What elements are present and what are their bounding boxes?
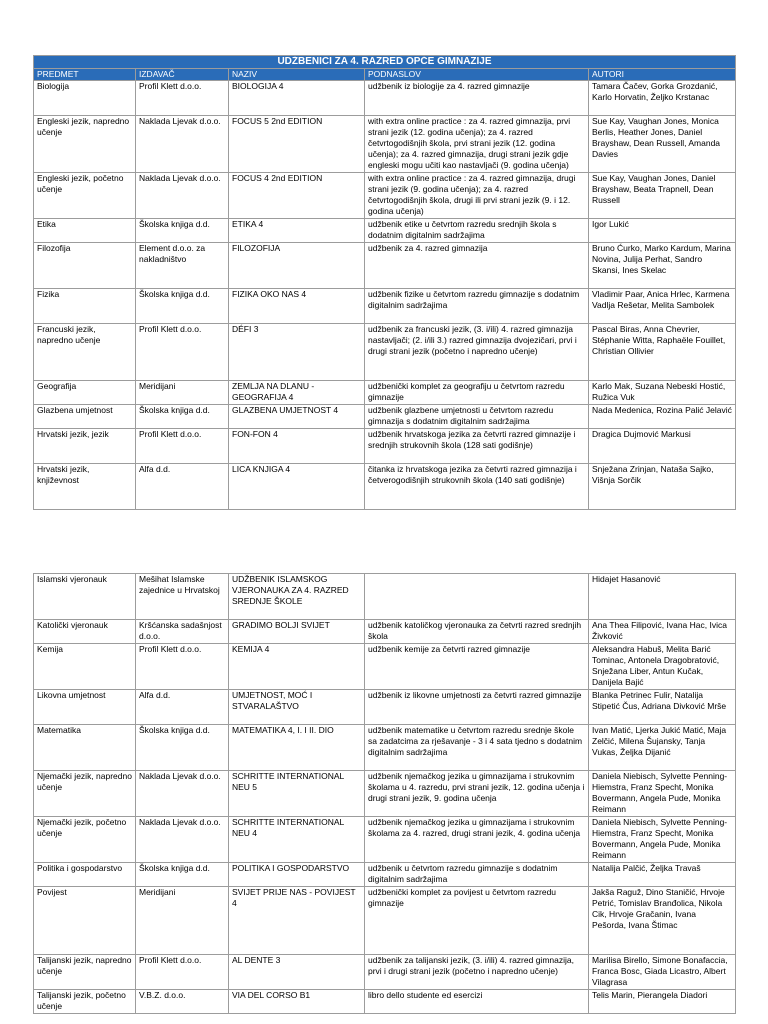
cell-naziv: POLITIKA I GOSPODARSTVO [229, 863, 365, 887]
header-naziv: NAZIV [229, 69, 365, 81]
cell-podnaslov: udžbenik katoličkog vjeronauka za četvrti razred srednjih škola [365, 620, 589, 644]
cell-podnaslov: udžbenik matematike u četvrtom razredu srednje škole sa zadatcima za rješavanje - 3 i 4 sata tjedno s dodatnim digitalnim sadržajima [365, 725, 589, 771]
table-body-1 [34, 81, 736, 510]
table-row [34, 817, 736, 863]
cell-predmet: Njemački jezik, početno učenje [34, 817, 136, 863]
table-row [34, 243, 736, 289]
cell-autori: Marilisa Birello, Simone Bonafaccia, Franca Bosc, Giada Licastro, Albert Vilagrasa [589, 955, 736, 990]
cell-naziv: ETIKA 4 [229, 219, 365, 243]
cell-predmet: Likovna umjetnost [34, 690, 136, 725]
cell-autori: Pascal Biras, Anna Chevrier, Stéphanie Witta, Raphaële Fouillet, Christian Ollivier [589, 324, 736, 381]
table-row [34, 644, 736, 690]
cell-naziv: UDŽBENIK ISLAMSKOG VJERONAUKA ZA 4. RAZRED SREDNJE ŠKOLE [229, 574, 365, 620]
cell-naziv: SCHRITTE INTERNATIONAL NEU 4 [229, 817, 365, 863]
table-row [34, 887, 736, 955]
header-autori: AUTORI [589, 69, 736, 81]
cell-predmet: Biologija [34, 81, 136, 116]
cell-podnaslov: udžbenik hrvatskoga jezika za četvrti razred gimnazije i srednjih strukovnih škola (128 sati godišnje) [365, 429, 589, 464]
cell-naziv: ZEMLJA NA DLANU - GEOGRAFIJA 4 [229, 381, 365, 405]
table-row [34, 289, 736, 324]
table-row [34, 690, 736, 725]
table-row [34, 863, 736, 887]
cell-predmet: Katolički vjeronauk [34, 620, 136, 644]
cell-naziv: DÉFI 3 [229, 324, 365, 381]
table-row [34, 381, 736, 405]
cell-predmet: Francuski jezik, napredno učenje [34, 324, 136, 381]
cell-izdavac: Naklada Ljevak d.o.o. [136, 817, 229, 863]
cell-podnaslov: udžbenički komplet za povijest u četvrtom razredu gimnazije [365, 887, 589, 955]
cell-podnaslov: with extra online practice : za 4. razred gimnazija, drugi strani jezik (9. godina učenja); za 4. razred četvrtogodišnjih škola, drugi ili prvi strani jezik (9. i 12. godina učenja) [365, 173, 589, 219]
cell-podnaslov: udžbenik njemačkog jezika u gimnazijama i strukovnim školama u 4. razredu, prvi strani jezik, 12. godina učenja i drugi strani jezik, 9. godina učenja [365, 771, 589, 817]
cell-izdavac: V.B.Z. d.o.o. [136, 990, 229, 1014]
cell-izdavac: Mešihat Islamske zajednice u Hrvatskoj [136, 574, 229, 620]
cell-naziv: FOCUS 5 2nd EDITION [229, 116, 365, 173]
cell-autori: Natalija Palčić, Željka Travaš [589, 863, 736, 887]
header-podnaslov: PODNASLOV [365, 69, 589, 81]
header-predmet: PREDMET [34, 69, 136, 81]
cell-autori: Vladimir Paar, Anica Hrlec, Karmena Vadlja Rešetar, Melita Sambolek [589, 289, 736, 324]
cell-podnaslov: udžbenik za francuski jezik, (3. i/ili) 4. razred gimnazija nastavljači; (2. i/ili 3.) razred gimnazija dvojezičari, prvi i drugi strani jezik (početno i napredno učenje) [365, 324, 589, 381]
cell-izdavac: Alfa d.d. [136, 464, 229, 510]
cell-naziv: FON-FON 4 [229, 429, 365, 464]
cell-izdavac: Profil Klett d.o.o. [136, 324, 229, 381]
table-row [34, 429, 736, 464]
cell-podnaslov: udžbenik za 4. razred gimnazija [365, 243, 589, 289]
cell-podnaslov: udžbenik glazbene umjetnosti u četvrtom razredu gimnazija s dodatnim digitalnim sadržajima [365, 405, 589, 429]
cell-izdavac: Element d.o.o. za nakladništvo [136, 243, 229, 289]
cell-predmet: Filozofija [34, 243, 136, 289]
cell-naziv: SCHRITTE INTERNATIONAL NEU 5 [229, 771, 365, 817]
table-title: UDŽBENICI ZA 4. RAZRED OPĆE GIMNAZIJE [34, 56, 736, 69]
cell-predmet: Matematika [34, 725, 136, 771]
cell-izdavac: Profil Klett d.o.o. [136, 429, 229, 464]
cell-izdavac: Kršćanska sadašnjost d.o.o. [136, 620, 229, 644]
cell-autori: Ivan Matić, Ljerka Jukić Matić, Maja Zelčić, Milena Šujansky, Tanja Vukas, Željka Dijanić [589, 725, 736, 771]
cell-izdavac: Naklada Ljevak d.o.o. [136, 771, 229, 817]
cell-autori: Igor Lukić [589, 219, 736, 243]
cell-izdavac: Meridijani [136, 887, 229, 955]
table-row [34, 620, 736, 644]
cell-naziv: FOCUS 4 2nd EDITION [229, 173, 365, 219]
cell-naziv: GRADIMO BOLJI SVIJET [229, 620, 365, 644]
cell-podnaslov: udžbenički komplet za geografiju u četvrtom razredu gimnazije [365, 381, 589, 405]
cell-naziv: SVIJET PRIJE NAS - POVIJEST 4 [229, 887, 365, 955]
cell-podnaslov: udžbenik u četvrtom razredu gimnazije s dodatnim digitalnim sadržajima [365, 863, 589, 887]
cell-podnaslov: libro dello studente ed esercizi [365, 990, 589, 1014]
cell-autori: Sue Kay, Vaughan Jones, Daniel Brayshaw, Beata Trapnell, Dean Russell [589, 173, 736, 219]
cell-autori: Daniela Niebisch, Sylvette Penning-Hiemstra, Franz Specht, Monika Bovermann, Angela Pude, Monika Reimann [589, 771, 736, 817]
cell-naziv: LICA KNJIGA 4 [229, 464, 365, 510]
cell-naziv: BIOLOGIJA 4 [229, 81, 365, 116]
cell-autori: Sue Kay, Vaughan Jones, Monica Berlis, Heather Jones, Daniel Brayshaw, Dean Russell, Amanda Davies [589, 116, 736, 173]
cell-autori: Nada Medenica, Rozina Palić Jelavić [589, 405, 736, 429]
cell-naziv: UMJETNOST, MOĆ I STVARALAŠTVO [229, 690, 365, 725]
cell-predmet: Engleski jezik, početno učenje [34, 173, 136, 219]
cell-podnaslov: with extra online practice : za 4. razred gimnazija, prvi strani jezik (12. godina učenja); za 4. razred četvrtogodišnjih škola, prvi strani jezik (12. godina učenja); za 4. razred gimnazija, drugi strani jezik gdje engleski mogu učiti kao nastavljači (9. godina učenja) [365, 116, 589, 173]
cell-autori: Blanka Petrinec Fulir, Natalija Stipetić Čus, Adriana Divković Mrše [589, 690, 736, 725]
cell-podnaslov [365, 574, 589, 620]
cell-podnaslov: udžbenik njemačkog jezika u gimnazijama i strukovnim školama za 4. razred, drugi strani jezik, 4. godina učenja [365, 817, 589, 863]
cell-autori: Dragica Dujmović Markusi [589, 429, 736, 464]
cell-autori: Ana Thea Filipović, Ivana Hac, Ivica Živković [589, 620, 736, 644]
cell-podnaslov: udžbenik fizike u četvrtom razredu gimnazije s dodatnim digitalnim sadržajima [365, 289, 589, 324]
cell-izdavac: Školska knjiga d.d. [136, 405, 229, 429]
cell-naziv: MATEMATIKA 4, I. I II. DIO [229, 725, 365, 771]
cell-izdavac: Profil Klett d.o.o. [136, 81, 229, 116]
cell-autori: Telis Marin, Pierangela Diadori [589, 990, 736, 1014]
cell-izdavac: Školska knjiga d.d. [136, 219, 229, 243]
cell-predmet: Njemački jezik, napredno učenje [34, 771, 136, 817]
table-row [34, 405, 736, 429]
textbook-table-part-1 [33, 55, 736, 510]
cell-izdavac: Profil Klett d.o.o. [136, 644, 229, 690]
cell-naziv: FIZIKA OKO NAS 4 [229, 289, 365, 324]
cell-podnaslov: čitanka iz hrvatskoga jezika za četvrti razred gimnazija i četverogodišnjih strukovnih škola (140 sati godišnje) [365, 464, 589, 510]
cell-izdavac: Meridijani [136, 381, 229, 405]
cell-predmet: Politika i gospodarstvo [34, 863, 136, 887]
header-izdavac: IZDAVAČ [136, 69, 229, 81]
table-row [34, 173, 736, 219]
cell-predmet: Etika [34, 219, 136, 243]
header-row [34, 69, 736, 81]
cell-izdavac: Školska knjiga d.d. [136, 725, 229, 771]
table-body-2 [34, 574, 736, 1014]
table-row [34, 219, 736, 243]
cell-izdavac: Naklada Ljevak d.o.o. [136, 116, 229, 173]
cell-izdavac: Profil Klett d.o.o. [136, 955, 229, 990]
cell-predmet: Kemija [34, 644, 136, 690]
textbook-table-part-2 [33, 573, 736, 1014]
cell-autori: Snježana Zrinjan, Nataša Sajko, Višnja Sorčik [589, 464, 736, 510]
table-row [34, 955, 736, 990]
table-row [34, 990, 736, 1014]
cell-predmet: Hrvatski jezik, književnost [34, 464, 136, 510]
cell-naziv: GLAZBENA UMJETNOST 4 [229, 405, 365, 429]
table-row [34, 574, 736, 620]
cell-predmet: Engleski jezik, napredno učenje [34, 116, 136, 173]
cell-podnaslov: udžbenik iz likovne umjetnosti za četvrti razred gimnazije [365, 690, 589, 725]
table-row [34, 324, 736, 381]
cell-predmet: Glazbena umjetnost [34, 405, 136, 429]
table-row [34, 725, 736, 771]
cell-predmet: Talijanski jezik, početno učenje [34, 990, 136, 1014]
cell-podnaslov: udžbenik kemije za četvrti razred gimnazije [365, 644, 589, 690]
cell-autori: Hidajet Hasanović [589, 574, 736, 620]
table-row [34, 116, 736, 173]
cell-predmet: Fizika [34, 289, 136, 324]
cell-predmet: Talijanski jezik, napredno učenje [34, 955, 136, 990]
cell-podnaslov: udžbenik za talijanski jezik, (3. i/ili) 4. razred gimnazija, prvi i drugi strani jezik (početno i napredno učenje) [365, 955, 589, 990]
table-row [34, 464, 736, 510]
cell-autori: Aleksandra Habuš, Melita Barić Tominac, Antonela Dragobratović, Snježana Liber, Antun Kučak, Danijela Bajić [589, 644, 736, 690]
cell-predmet: Islamski vjeronauk [34, 574, 136, 620]
cell-predmet: Povijest [34, 887, 136, 955]
cell-naziv: VIA DEL CORSO B1 [229, 990, 365, 1014]
cell-podnaslov: udžbenik etike u četvrtom razredu srednjih škola s dodatnim digitalnim sadržajima [365, 219, 589, 243]
cell-izdavac: Školska knjiga d.d. [136, 289, 229, 324]
cell-naziv: FILOZOFIJA [229, 243, 365, 289]
cell-naziv: KEMIJA 4 [229, 644, 365, 690]
table-row [34, 81, 736, 116]
cell-autori: Karlo Mak, Suzana Nebeski Hostić, Ružica Vuk [589, 381, 736, 405]
cell-podnaslov: udžbenik iz biologije za 4. razred gimnazije [365, 81, 589, 116]
cell-izdavac: Školska knjiga d.d. [136, 863, 229, 887]
cell-naziv: AL DENTE 3 [229, 955, 365, 990]
cell-predmet: Hrvatski jezik, jezik [34, 429, 136, 464]
table-row [34, 771, 736, 817]
cell-autori: Daniela Niebisch, Sylvette Penning-Hiemstra, Franz Specht, Monika Bovermann, Angela Pude, Monika Reimann [589, 817, 736, 863]
cell-predmet: Geografija [34, 381, 136, 405]
cell-autori: Tamara Čačev, Gorka Grozdanić, Karlo Horvatin, Željko Krstanac [589, 81, 736, 116]
cell-autori: Bruno Ćurko, Marko Kardum, Marina Novina, Julija Perhat, Sandro Skansi, Ines Skelac [589, 243, 736, 289]
cell-izdavac: Naklada Ljevak d.o.o. [136, 173, 229, 219]
cell-autori: Jakša Raguž, Dino Staničić, Hrvoje Petrić, Tomislav Branđolica, Nikola Cik, Hrvoje Gračanin, Ivana Pešorda, Ivana Štimac [589, 887, 736, 955]
cell-izdavac: Alfa d.d. [136, 690, 229, 725]
